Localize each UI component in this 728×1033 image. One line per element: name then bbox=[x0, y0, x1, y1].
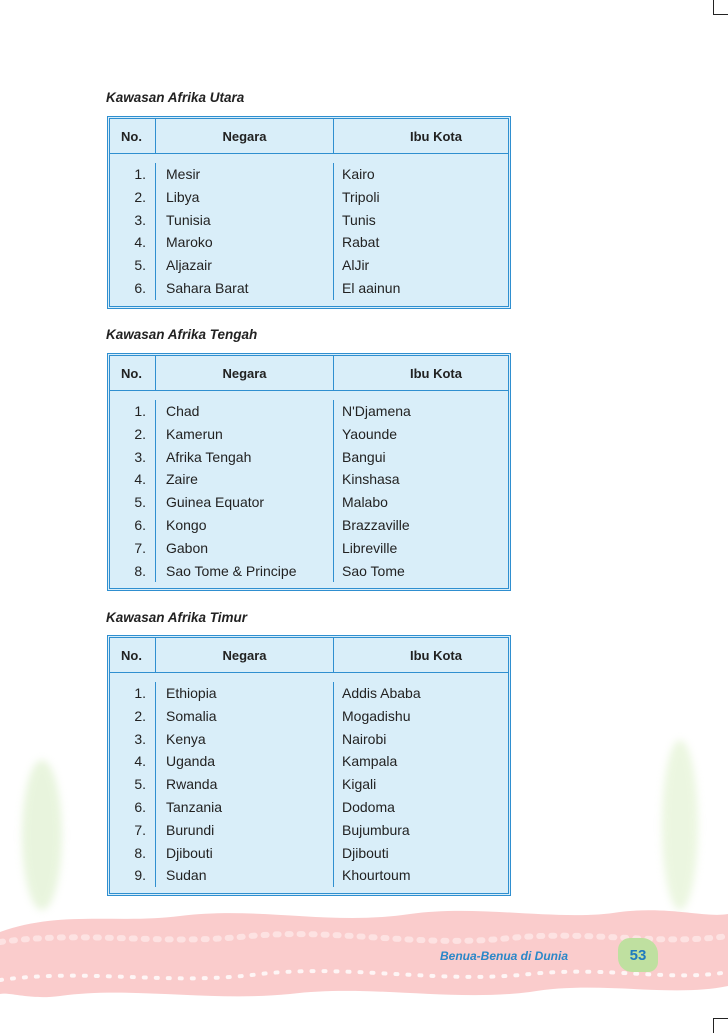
table-header bbox=[110, 119, 508, 154]
cell-ibukota: Tripoli bbox=[342, 188, 380, 205]
header-ibukota: Ibu Kota bbox=[410, 128, 462, 144]
column-negara bbox=[156, 400, 334, 582]
cell-negara: Ethiopia bbox=[166, 685, 217, 701]
cell-negara: Aljazair bbox=[166, 257, 212, 274]
header-no: No. bbox=[110, 638, 156, 672]
cell-no: 1. bbox=[134, 403, 146, 419]
cell-ibukota: Dodoma bbox=[342, 798, 395, 815]
header-negara: Negara bbox=[156, 119, 334, 153]
cell-no: 5. bbox=[134, 494, 146, 511]
cell-negara: Kenya bbox=[166, 730, 206, 747]
cell-no: 1. bbox=[134, 685, 146, 701]
header-negara: Negara bbox=[156, 356, 334, 390]
cell-negara: Zaire bbox=[166, 471, 198, 488]
cell-negara: Tanzania bbox=[166, 798, 223, 815]
cell-no: 2. bbox=[134, 707, 146, 724]
cell-no: 4. bbox=[134, 234, 146, 251]
cell-ibukota: N'Djamena bbox=[342, 403, 411, 419]
column-ibukota bbox=[334, 682, 508, 887]
cell-no: 5. bbox=[134, 776, 146, 793]
header-no: No. bbox=[110, 119, 156, 153]
section-title-utara: Kawasan Afrika Utara bbox=[106, 90, 245, 105]
header-no: No. bbox=[110, 356, 156, 390]
column-no bbox=[110, 400, 156, 582]
cell-no: 6. bbox=[134, 798, 146, 815]
cell-ibukota: Mogadishu bbox=[342, 707, 411, 724]
header-negara: Negara bbox=[156, 638, 334, 672]
column-no bbox=[110, 163, 156, 300]
cell-negara: Libya bbox=[166, 188, 200, 205]
cell-negara: Burundi bbox=[166, 821, 215, 838]
cell-ibukota: Yaounde bbox=[342, 425, 398, 442]
column-negara bbox=[156, 682, 334, 887]
cell-negara: Afrika Tengah bbox=[166, 448, 252, 465]
cell-negara: Mesir bbox=[166, 166, 201, 182]
cell-negara: Sahara Barat bbox=[166, 279, 249, 296]
cell-negara: Sao Tome & Principe bbox=[166, 562, 297, 579]
cell-no: 6. bbox=[134, 279, 146, 296]
cell-negara: Uganda bbox=[166, 753, 216, 770]
cell-no: 3. bbox=[134, 448, 146, 465]
cell-no: 1. bbox=[134, 166, 146, 182]
cell-negara: Gabon bbox=[166, 539, 209, 556]
header-ibukota: Ibu Kota bbox=[410, 647, 462, 663]
cell-no: 8. bbox=[134, 844, 146, 861]
cell-no: 2. bbox=[134, 425, 146, 442]
cell-no: 2. bbox=[134, 188, 146, 205]
cell-ibukota: Rabat bbox=[342, 234, 380, 251]
cell-ibukota: Malabo bbox=[342, 494, 388, 511]
cell-negara: Kongo bbox=[166, 516, 207, 533]
footer-book-title: Benua-Benua di Dunia bbox=[440, 949, 569, 963]
cell-negara: Maroko bbox=[166, 234, 213, 251]
column-negara bbox=[156, 163, 334, 300]
cell-negara: Somalia bbox=[166, 707, 217, 724]
table-body bbox=[110, 673, 508, 893]
cell-ibukota: Brazzaville bbox=[342, 516, 410, 533]
cell-ibukota: Kampala bbox=[342, 753, 398, 770]
table-header bbox=[110, 356, 508, 391]
cell-no: 3. bbox=[134, 730, 146, 747]
header-ibukota: Ibu Kota bbox=[410, 365, 462, 381]
cell-negara: Sudan bbox=[166, 867, 207, 884]
page-number: 53 bbox=[629, 946, 647, 964]
cell-ibukota: Kinshasa bbox=[342, 471, 400, 488]
cell-ibukota: AlJir bbox=[342, 257, 370, 274]
cell-negara: Tunisia bbox=[166, 211, 211, 228]
table-afrika-utara bbox=[107, 116, 511, 309]
table-body bbox=[110, 154, 508, 306]
cell-ibukota: Djibouti bbox=[342, 844, 389, 861]
cell-ibukota: Bujumbura bbox=[342, 821, 410, 838]
section-title-timur: Kawasan Afrika Timur bbox=[106, 610, 248, 625]
cell-negara: Djibouti bbox=[166, 844, 213, 861]
crop-mark-bottom-right bbox=[713, 1018, 728, 1033]
cell-no: 4. bbox=[134, 753, 146, 770]
cell-no: 7. bbox=[134, 821, 146, 838]
cell-ibukota: Kairo bbox=[342, 166, 375, 182]
cell-no: 7. bbox=[134, 539, 146, 556]
cell-no: 5. bbox=[134, 257, 146, 274]
cell-negara: Kamerun bbox=[166, 425, 223, 442]
cell-negara: Rwanda bbox=[166, 776, 218, 793]
section-title-tengah: Kawasan Afrika Tengah bbox=[106, 327, 258, 342]
table-body bbox=[110, 391, 508, 588]
column-ibukota bbox=[334, 163, 508, 300]
cell-ibukota: El aainun bbox=[342, 279, 401, 296]
cell-no: 4. bbox=[134, 471, 146, 488]
cell-ibukota: Tunis bbox=[342, 211, 376, 228]
leaf-decoration-left bbox=[22, 760, 62, 910]
table-afrika-timur bbox=[107, 635, 511, 896]
cell-ibukota: Khourtoum bbox=[342, 867, 411, 884]
table-header bbox=[110, 638, 508, 673]
page-number-badge bbox=[618, 938, 658, 972]
cell-ibukota: Kigali bbox=[342, 776, 377, 793]
column-no bbox=[110, 682, 156, 887]
cell-ibukota: Sao Tome bbox=[342, 562, 405, 579]
cell-no: 8. bbox=[134, 562, 146, 579]
column-ibukota bbox=[334, 400, 508, 582]
cell-no: 6. bbox=[134, 516, 146, 533]
cell-no: 9. bbox=[134, 867, 146, 884]
cell-negara: Guinea Equator bbox=[166, 494, 265, 511]
cell-ibukota: Bangui bbox=[342, 448, 386, 465]
leaf-decoration-right bbox=[662, 740, 698, 910]
cell-ibukota: Libreville bbox=[342, 539, 398, 556]
cell-no: 3. bbox=[134, 211, 146, 228]
table-afrika-tengah bbox=[107, 353, 511, 591]
cell-ibukota: Addis Ababa bbox=[342, 685, 421, 701]
crop-mark-top-right bbox=[713, 0, 728, 15]
cell-ibukota: Nairobi bbox=[342, 730, 387, 747]
cell-negara: Chad bbox=[166, 403, 200, 419]
